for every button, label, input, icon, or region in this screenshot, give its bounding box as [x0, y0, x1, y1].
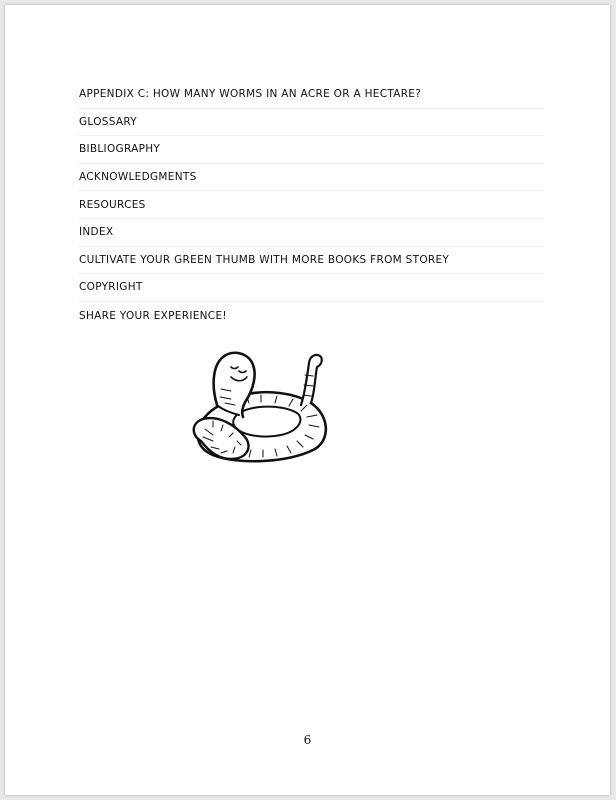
toc-link-glossary[interactable]: GLOSSARY [79, 109, 544, 137]
toc-link-appendix-c[interactable]: APPENDIX C: HOW MANY WORMS IN AN ACRE OR A HECTARE? [79, 81, 544, 109]
toc-link-share-experience[interactable]: SHARE YOUR EXPERIENCE! [79, 309, 227, 322]
toc-link-resources[interactable]: RESOURCES [79, 191, 544, 219]
toc-link-bibliography[interactable]: BIBLIOGRAPHY [79, 136, 544, 164]
coiled-worm-icon [183, 345, 333, 465]
toc-link-index[interactable]: INDEX [79, 219, 544, 247]
document-page [5, 5, 610, 795]
toc-link-acknowledgments[interactable]: ACKNOWLEDGMENTS [79, 164, 544, 192]
page-number: 6 [303, 733, 312, 747]
table-of-contents [79, 81, 544, 329]
toc-link-copyright[interactable]: COPYRIGHT [79, 274, 544, 302]
toc-link-more-books[interactable]: CULTIVATE YOUR GREEN THUMB WITH MORE BOOKS FROM STOREY [79, 247, 544, 275]
